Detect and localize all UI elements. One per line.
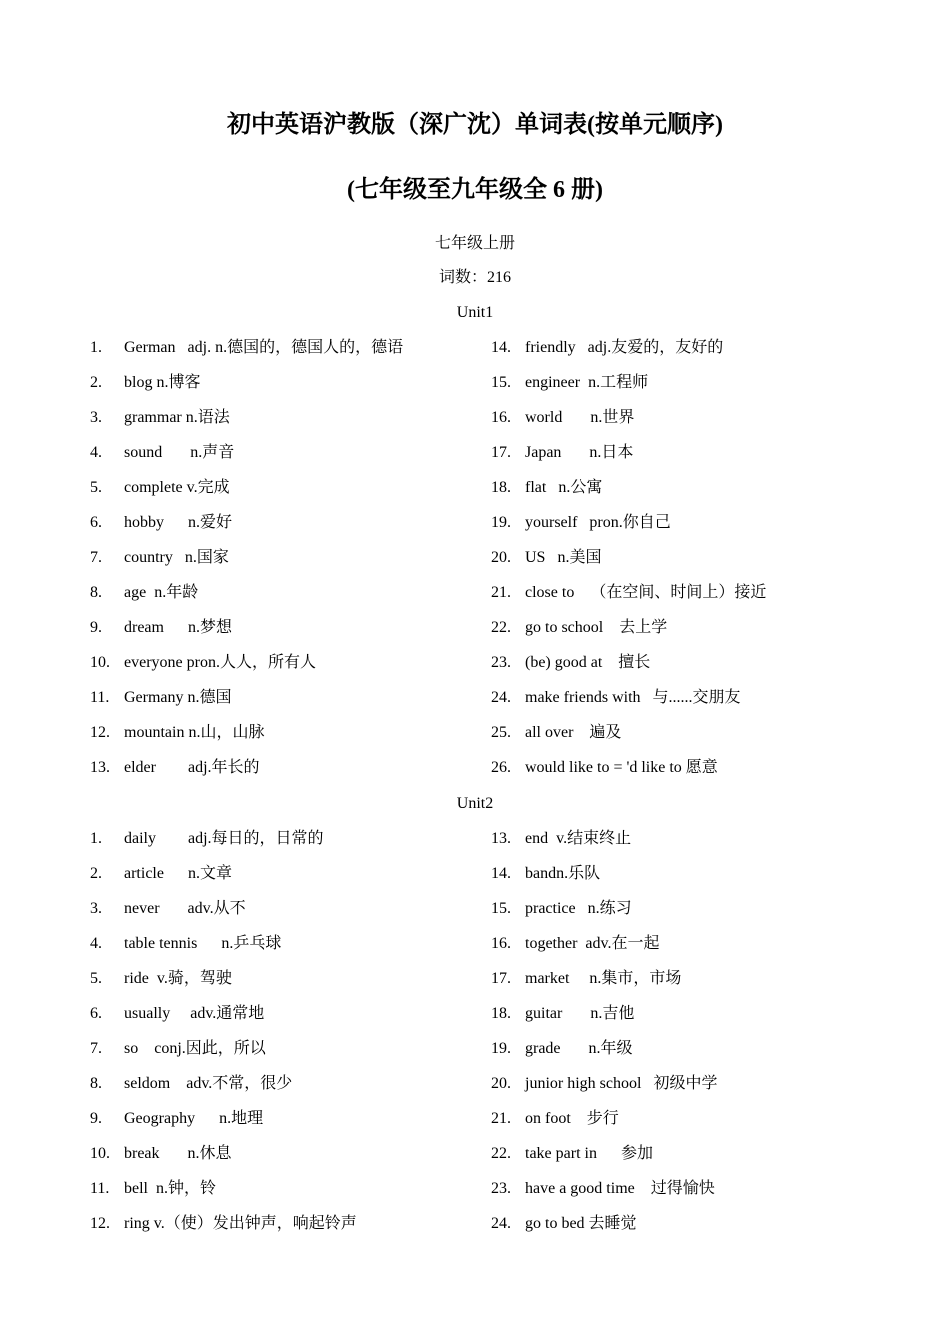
word-entry: Germany n.德国 (124, 689, 232, 706)
word-item (491, 443, 911, 478)
word-entry: yourself pron.你自己 (525, 514, 671, 531)
word-number: 14. (491, 865, 511, 882)
word-item (90, 373, 470, 408)
word-entry: German adj. n.德国的，德国人的，德语 (124, 339, 404, 356)
word-number: 3. (90, 900, 102, 917)
word-entry: table tennis n.乒乓球 (124, 935, 282, 952)
word-item (90, 1179, 470, 1214)
word-item (90, 934, 470, 969)
word-entry: bell n.钟，铃 (124, 1180, 216, 1197)
unit1-word-list-left (90, 338, 470, 793)
word-item (90, 408, 470, 443)
word-entry: guitar n.吉他 (525, 1005, 635, 1022)
word-entry: Geography n.地理 (124, 1110, 264, 1127)
word-entry: world n.世界 (525, 409, 635, 426)
word-number: 23. (491, 1180, 511, 1197)
word-entry: dream n.梦想 (124, 619, 232, 636)
word-entry: practice n.练习 (525, 900, 632, 917)
word-number: 9. (90, 1110, 102, 1127)
unit-heading-unit2: Unit2 (456, 795, 494, 812)
word-entry: bandn.乐队 (525, 865, 601, 882)
word-number: 20. (491, 1075, 511, 1092)
word-item (90, 1144, 470, 1179)
word-item (491, 618, 911, 653)
word-entry: grammar n.语法 (124, 409, 230, 426)
word-item (90, 723, 470, 758)
unit-heading-unit1: Unit1 (456, 304, 494, 321)
word-entry: seldom adv.不常，很少 (124, 1075, 293, 1092)
word-item (90, 1109, 470, 1144)
word-item (491, 1004, 911, 1039)
word-item (491, 548, 911, 583)
word-item (90, 653, 470, 688)
word-number: 19. (491, 514, 511, 531)
word-number: 6. (90, 514, 102, 531)
word-item (90, 969, 470, 1004)
word-item (491, 1179, 911, 1214)
word-entry: junior high school 初级中学 (525, 1075, 718, 1092)
word-entry: article n.文章 (124, 865, 232, 882)
word-entry: Japan n.日本 (525, 444, 634, 461)
word-item (90, 758, 470, 793)
word-entry: US n.美国 (525, 549, 602, 566)
word-entry: so conj.因此，所以 (124, 1040, 266, 1057)
word-entry: make friends with 与......交朋友 (525, 689, 741, 706)
word-entry: (be) good at 擅长 (525, 654, 651, 671)
document-subtitle: (七年级至九年级全 6 册) (347, 177, 603, 203)
unit2-word-list-left (90, 829, 470, 1249)
word-item (491, 723, 911, 758)
word-number: 1. (90, 830, 102, 847)
word-item (491, 513, 911, 548)
word-entry: usually adv.通常地 (124, 1005, 265, 1022)
word-entry: all over 遍及 (525, 724, 622, 741)
word-number: 15. (491, 900, 511, 917)
word-item (491, 653, 911, 688)
word-number: 22. (491, 1145, 511, 1162)
word-number: 6. (90, 1005, 102, 1022)
word-item (491, 1039, 911, 1074)
word-item (491, 1144, 911, 1179)
word-number: 18. (491, 1005, 511, 1022)
word-item (491, 478, 911, 513)
unit2-word-list-right (491, 829, 911, 1249)
word-number: 8. (90, 1075, 102, 1092)
word-entry: hobby n.爱好 (124, 514, 233, 531)
word-item (491, 758, 911, 793)
word-entry: ride v.骑，驾驶 (124, 970, 232, 987)
word-number: 5. (90, 970, 102, 987)
word-number: 1. (90, 339, 102, 356)
word-number: 20. (491, 549, 511, 566)
word-number: 10. (90, 1145, 110, 1162)
word-entry: friendly adj.友爱的，友好的 (525, 339, 724, 356)
word-item (90, 1039, 470, 1074)
word-number: 19. (491, 1040, 511, 1057)
word-item (90, 583, 470, 618)
word-entry: sound n.声音 (124, 444, 235, 461)
unit1-word-list-right (491, 338, 911, 793)
word-entry: go to bed 去睡觉 (525, 1215, 637, 1232)
word-number: 16. (491, 409, 511, 426)
word-item (90, 1214, 470, 1249)
word-item (90, 338, 470, 373)
word-item (491, 373, 911, 408)
word-entry: mountain n.山，山脉 (124, 724, 265, 741)
word-item (90, 443, 470, 478)
word-number: 4. (90, 935, 102, 952)
word-item (90, 1004, 470, 1039)
word-number: 15. (491, 374, 511, 391)
word-entry: go to school 去上学 (525, 619, 668, 636)
word-number: 23. (491, 654, 511, 671)
word-entry: engineer n.工程师 (525, 374, 649, 391)
word-entry: market n.集市，市场 (525, 970, 682, 987)
word-entry: end v.结束终止 (525, 830, 632, 847)
word-item (90, 864, 470, 899)
volume-heading: 七年级上册 (434, 235, 515, 252)
word-number: 14. (491, 339, 511, 356)
word-entry: everyone pron.人人，所有人 (124, 654, 316, 671)
word-item (90, 1074, 470, 1109)
word-count: 词数：216 (438, 269, 511, 286)
word-number: 26. (491, 759, 511, 776)
word-item (491, 969, 911, 1004)
word-number: 21. (491, 584, 511, 601)
word-item (90, 899, 470, 934)
word-number: 17. (491, 970, 511, 987)
word-item (491, 583, 911, 618)
word-number: 5. (90, 479, 102, 496)
word-number: 10. (90, 654, 110, 671)
word-number: 13. (90, 759, 110, 776)
word-number: 21. (491, 1110, 511, 1127)
word-number: 12. (90, 1215, 110, 1232)
word-item (491, 338, 911, 373)
word-entry: complete v.完成 (124, 479, 230, 496)
word-item (90, 513, 470, 548)
word-entry: daily adj.每日的，日常的 (124, 830, 324, 847)
word-number: 2. (90, 374, 102, 391)
word-number: 22. (491, 619, 511, 636)
word-entry: have a good time 过得愉快 (525, 1180, 715, 1197)
word-item (491, 934, 911, 969)
word-item (90, 618, 470, 653)
word-entry: country n.国家 (124, 549, 229, 566)
word-entry: flat n.公寓 (525, 479, 603, 496)
word-entry: break n.休息 (124, 1145, 232, 1162)
word-item (491, 1074, 911, 1109)
word-number: 11. (90, 1180, 110, 1197)
word-entry: blog n.博客 (124, 374, 201, 391)
word-number: 11. (90, 689, 110, 706)
word-number: 4. (90, 444, 102, 461)
word-number: 7. (90, 549, 102, 566)
word-entry: together adv.在一起 (525, 935, 660, 952)
word-item (90, 548, 470, 583)
word-entry: grade n.年级 (525, 1040, 633, 1057)
word-item (90, 688, 470, 723)
word-entry: elder adj.年长的 (124, 759, 260, 776)
word-number: 25. (491, 724, 511, 741)
word-item (491, 899, 911, 934)
word-number: 17. (491, 444, 511, 461)
word-item (491, 688, 911, 723)
word-number: 8. (90, 584, 102, 601)
word-item (491, 829, 911, 864)
word-number: 2. (90, 865, 102, 882)
word-entry: would like to = 'd like to 愿意 (525, 759, 718, 776)
word-number: 24. (491, 689, 511, 706)
word-number: 24. (491, 1215, 511, 1232)
word-number: 3. (90, 409, 102, 426)
word-entry: never adv.从不 (124, 900, 246, 917)
word-number: 13. (491, 830, 511, 847)
word-item (90, 829, 470, 864)
word-entry: age n.年龄 (124, 584, 199, 601)
word-number: 9. (90, 619, 102, 636)
word-entry: close to （在空间、时间上）接近 (525, 584, 767, 601)
word-entry: ring v.（使）发出钟声，响起铃声 (124, 1215, 357, 1232)
word-item (491, 1109, 911, 1144)
word-number: 18. (491, 479, 511, 496)
word-item (491, 408, 911, 443)
word-number: 16. (491, 935, 511, 952)
word-number: 7. (90, 1040, 102, 1057)
word-entry: take part in 参加 (525, 1145, 653, 1162)
word-item (90, 478, 470, 513)
document-title: 初中英语沪教版（深广沈）单词表(按单元顺序) (227, 112, 723, 138)
word-item (491, 1214, 911, 1249)
word-number: 12. (90, 724, 110, 741)
word-entry: on foot 步行 (525, 1110, 619, 1127)
word-item (491, 864, 911, 899)
